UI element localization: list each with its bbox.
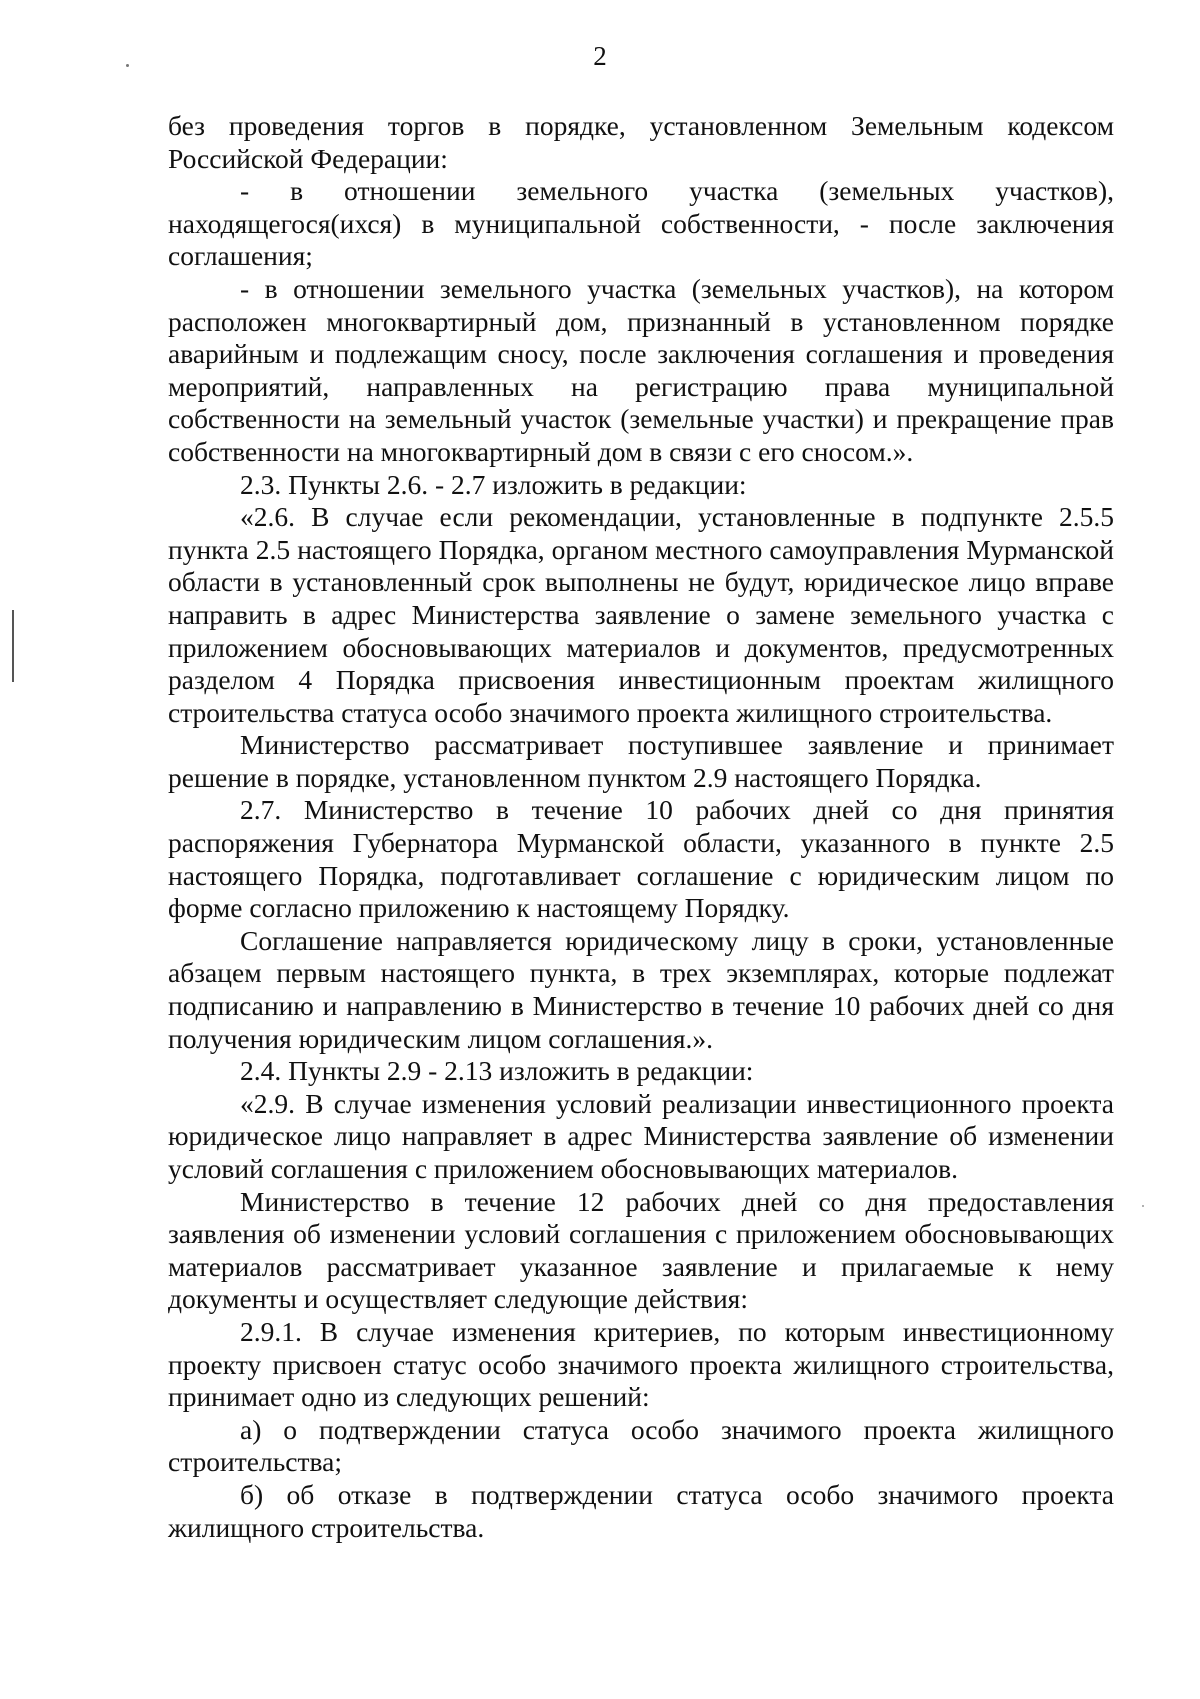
paragraph: Министерство в течение 12 рабочих дней со дня предоставления заявления об изменении условий соглашения с приложением обосновывающих материалов рассматривает указанное заявление и прилагаемые к нему документы и осуществляет следующие действия: [168,1185,1114,1315]
page-number: 2 [593,41,607,71]
paragraph: - в отношении земельного участка (земельных участков), находящегося(ихся) в муниципальной собственности, - после заключения соглашения; [168,175,1114,272]
paragraph: «2.6. В случае если рекомендации, установленные в подпункте 2.5.5 пункта 2.5 настоящего Порядка, органом местного самоуправления Мурманской области в установленный срок выполнены не будут, юридическое лицо вправе направить в адрес Министерства заявление о замене земельного участка с приложением обосновывающих материалов и документов, предусмотренных разделом 4 Порядка присвоения инвестиционным проектам жилищного строительства статуса особо значимого проекта жилищного строительства. [168,501,1114,728]
paragraph: б) об отказе в подтверждении статуса особо значимого проекта жилищного строительства. [168,1478,1114,1543]
scan-artifact-dot [1142,1205,1144,1207]
paragraph: Соглашение направляется юридическому лицу в сроки, установленные абзацем первым настоящего пункта, в трех экземплярах, которые подлежат подписанию и направлению в Министерство в течение 10 рабочих дней со дня получения юридическим лицом соглашения.». [168,924,1114,1054]
paragraph: «2.9. В случае изменения условий реализации инвестиционного проекта юридическое лицо направляет в адрес Министерства заявление об изменении условий соглашения с приложением обосновывающих материалов. [168,1087,1114,1184]
paragraph: - в отношении земельного участка (земельных участков), на котором расположен многоквартирный дом, признанный в установленном порядке аварийным и подлежащим сносу, после заключения соглашения и проведения мероприятий, направленных на регистрацию права муниципальной собственности на земельный участок (земельные участки) и прекращение прав собственности на многоквартирный дом в связи с его сносом.». [168,272,1114,467]
paragraph-continuation: без проведения торгов в порядке, установленном Земельным кодексом Российской Федерации: [168,110,1114,174]
paragraph: 2.7. Министерство в течение 10 рабочих дней со дня принятия распоряжения Губернатора Мурманской области, указанного в пункте 2.5 настоящего Порядка, подготавливает соглашение с юридическим лицом по форме согласно приложению к настоящему Порядку. [168,794,1114,924]
paragraph: 2.3. Пункты 2.6. - 2.7 изложить в редакции: [240,468,747,500]
paragraph: а) о подтверждении статуса особо значимого проекта жилищного строительства; [168,1413,1114,1478]
document-body [168,110,1114,1544]
paragraph: 2.9.1. В случае изменения критериев, по которым инвестиционному проекту присвоен статус особо значимого проекта жилищного строительства, принимает одно из следующих решений: [168,1315,1114,1413]
paragraph: 2.4. Пункты 2.9 - 2.13 изложить в редакции: [240,1055,754,1087]
scan-artifact-dot [126,64,129,67]
paragraph: Министерство рассматривает поступившее заявление и принимает решение в порядке, установленном пунктом 2.9 настоящего Порядка. [168,729,1114,793]
scan-artifact-line [12,610,14,682]
